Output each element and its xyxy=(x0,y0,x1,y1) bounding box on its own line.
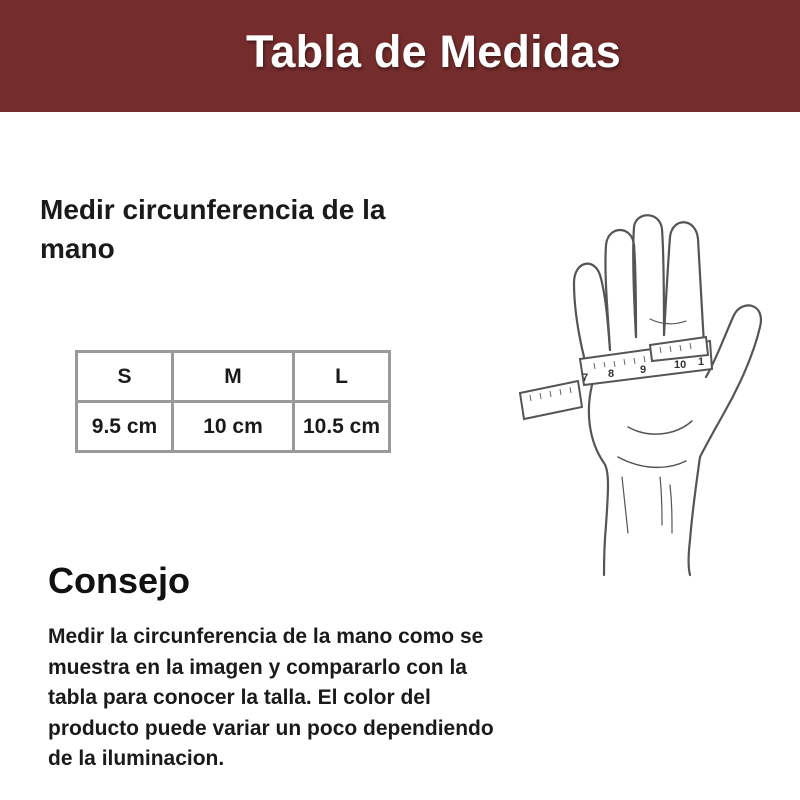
size-value-row xyxy=(77,402,390,452)
size-value-s: 9.5 cm xyxy=(77,402,173,452)
tip-heading: Consejo xyxy=(48,560,191,601)
measure-instruction-heading: Medir circunferencia de la mano xyxy=(40,194,386,264)
size-header-row xyxy=(77,352,390,402)
size-value-m: 10 cm xyxy=(173,402,294,452)
size-table xyxy=(75,350,391,453)
hand-measuring-tape-icon xyxy=(510,195,790,595)
page-title: Tabla de Medidas xyxy=(246,26,621,77)
header-banner xyxy=(0,0,800,112)
tape-number-9: 9 xyxy=(640,364,647,376)
size-header-m: M xyxy=(173,352,294,402)
size-header-s: S xyxy=(77,352,173,402)
size-value-l: 10.5 cm xyxy=(294,402,390,452)
tape-number-10: 10 xyxy=(674,359,687,371)
tape-number-1: 1 xyxy=(698,356,705,368)
tape-number-8: 8 xyxy=(608,368,615,380)
size-header-l: L xyxy=(294,352,390,402)
tip-text: Medir la circunferencia de la mano como se muestra en la imagen y compararlo con la tabla para conocer la talla. El color del producto puede variar un poco dependiendo de la iluminacion. xyxy=(48,625,494,770)
tape-number-7: 7 xyxy=(582,372,589,384)
